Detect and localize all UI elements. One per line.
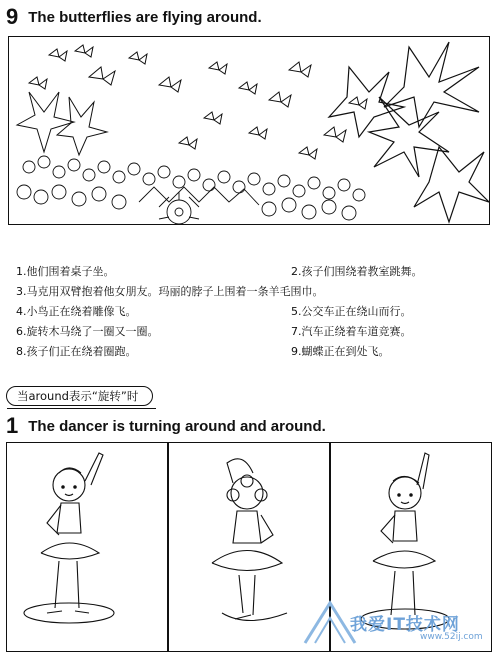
heading-period: .	[321, 418, 326, 435]
heading-text-middle: and	[235, 418, 271, 435]
butterfly-icon	[239, 82, 257, 94]
butterflies-illustration	[8, 36, 490, 225]
section-9-heading	[6, 4, 262, 30]
sentence-6: 6.旋转木马绕了一圈又一圈。	[16, 325, 159, 338]
dancer-front-icon	[24, 453, 114, 623]
sentence-9: 9.蝴蝶正在到处飞。	[291, 345, 390, 358]
heading-text: The butterflies are flying	[28, 9, 207, 26]
sentence-row	[16, 302, 486, 322]
watermark-url: www.52ij.com	[420, 632, 483, 642]
sentence-3: 3.马克用双臂抱着他女朋友。玛丽的脖子上围着一条羊毛围巾。	[16, 285, 324, 298]
section-number: 1	[6, 413, 19, 438]
section-number: 9	[6, 4, 19, 29]
sentence-2: 2.孩子们围绕着教室跳舞。	[291, 265, 423, 278]
sentence-4: 4.小鸟正在绕着雕像飞。	[16, 305, 137, 318]
heading-text: The dancer is turning	[28, 418, 185, 435]
heading-period: .	[257, 9, 262, 26]
butterfly-icon	[29, 77, 47, 89]
section-1-heading	[6, 413, 326, 439]
butterfly-icon	[269, 92, 291, 107]
keyword-around: around	[184, 418, 236, 435]
keyword-around: around	[206, 9, 258, 26]
sentence-8: 8.孩子们正在绕着圈跑。	[16, 345, 137, 358]
sentence-row	[16, 282, 486, 302]
flower-bed	[17, 156, 365, 224]
butterfly-icon	[299, 147, 317, 159]
sentence-1: 1.他们围着桌子坐。	[16, 265, 115, 278]
panel-divider	[167, 443, 169, 651]
butterfly-icon	[204, 112, 222, 124]
sentence-row	[16, 342, 486, 362]
site-watermark	[300, 598, 496, 648]
butterfly-icon	[89, 67, 115, 85]
butterfly-icon	[209, 62, 227, 74]
butterfly-icon	[129, 52, 147, 64]
watermark-text: 我爱IT技术网	[350, 615, 460, 635]
sentence-row	[16, 322, 486, 342]
usage-tag: 当around表示“旋转”时	[6, 386, 153, 406]
sentence-5: 5.公交车正在绕山而行。	[291, 305, 412, 318]
keyword-around: around	[270, 418, 322, 435]
example-sentences	[16, 262, 486, 362]
butterfly-icon	[249, 127, 267, 139]
sentence-row	[16, 262, 486, 282]
sentence-7: 7.汽车正绕着车道竞赛。	[291, 325, 412, 338]
butterfly-icon	[75, 45, 93, 57]
dancer-back-icon	[212, 459, 287, 621]
butterfly-icon	[289, 62, 311, 77]
butterfly-icon	[49, 49, 67, 61]
lily-flower-icon	[17, 92, 107, 155]
butterfly-icon	[349, 97, 367, 109]
butterfly-icon	[179, 137, 197, 149]
butterfly-icon	[324, 127, 346, 142]
butterfly-icon	[159, 77, 181, 92]
